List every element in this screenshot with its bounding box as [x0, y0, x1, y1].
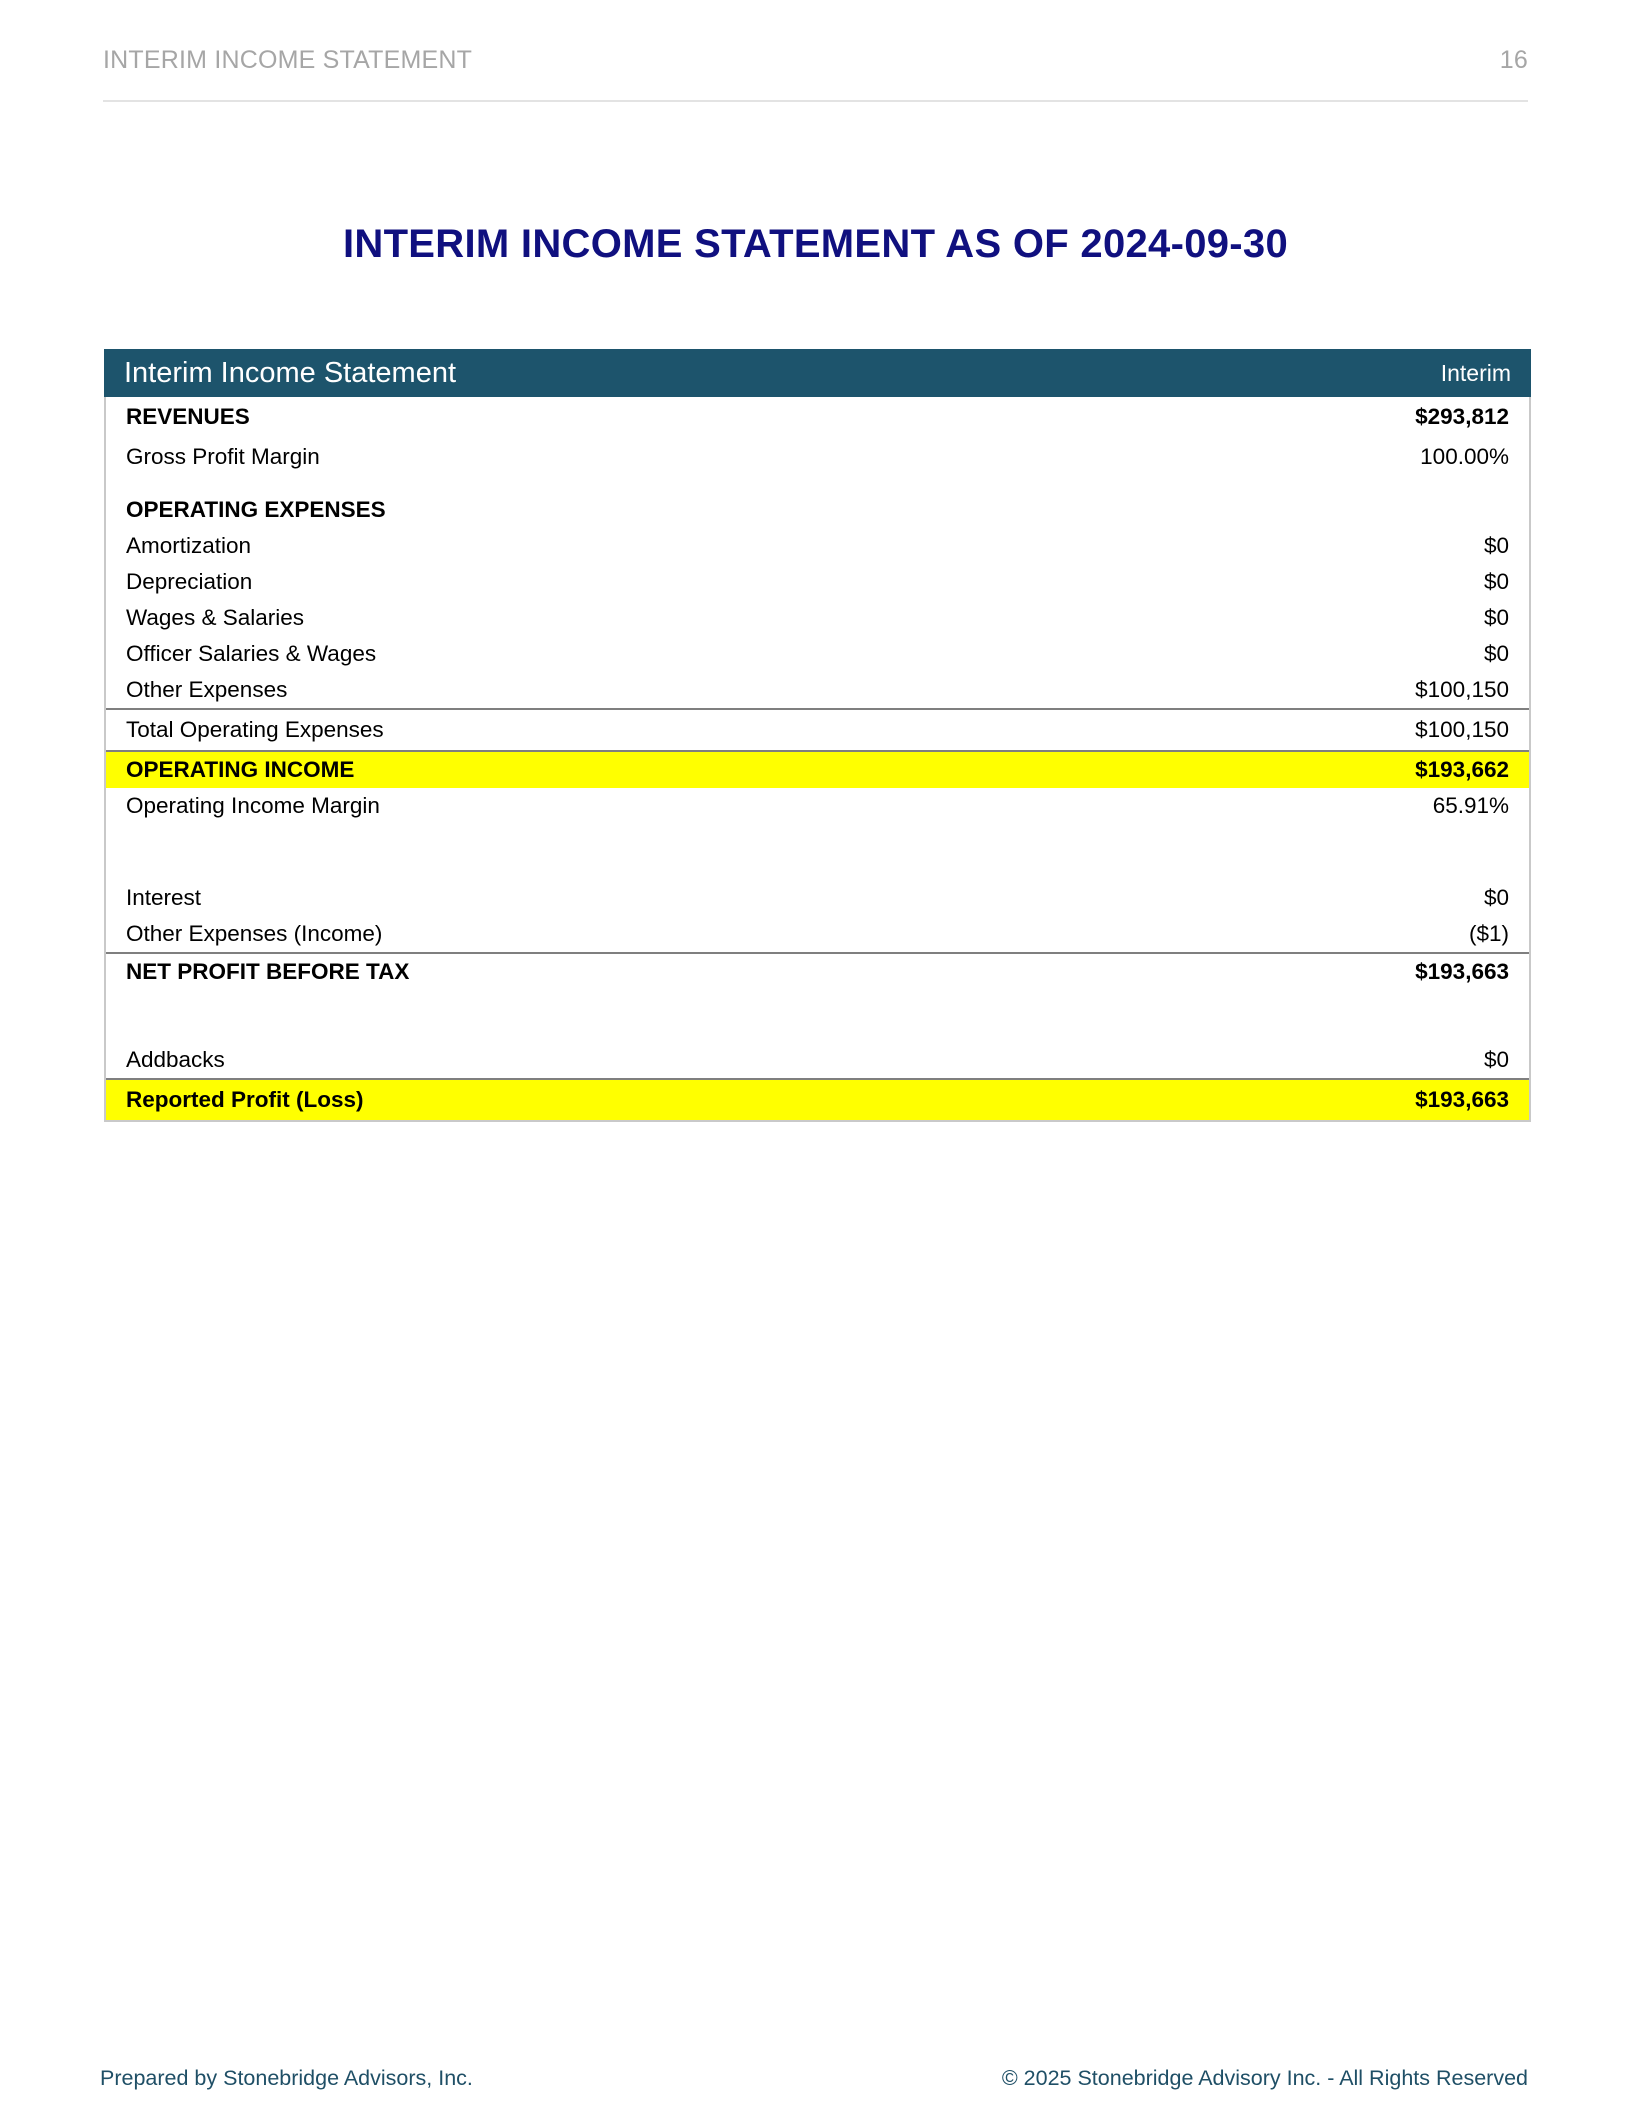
row-label: OPERATING INCOME — [126, 757, 355, 782]
row-label: Interest — [126, 885, 202, 910]
row-label: Other Expenses — [126, 677, 288, 702]
row-amortization — [106, 528, 1529, 564]
row-value: $100,150 — [1415, 677, 1509, 702]
row-operating-income — [106, 750, 1529, 788]
row-value: $0 — [1483, 569, 1509, 594]
row-value: $100,150 — [1415, 717, 1509, 742]
footer-copyright: © 2025 Stonebridge Advisory Inc. - All Rights Reserved — [1001, 2066, 1528, 2090]
page-title: INTERIM INCOME STATEMENT AS OF 2024-09-30 — [342, 222, 1289, 266]
row-net-profit-before-tax — [106, 952, 1529, 990]
income-statement-table — [104, 349, 1531, 1122]
row-value: $293,812 — [1415, 404, 1509, 429]
row-value: $0 — [1483, 641, 1509, 666]
row-label: Amortization — [126, 533, 252, 558]
row-operating-expenses-heading — [106, 492, 1529, 528]
row-label: Other Expenses (Income) — [126, 921, 383, 946]
row-depreciation — [106, 564, 1529, 600]
footer-prepared-by: Prepared by Stonebridge Advisors, Inc. — [100, 2066, 473, 2090]
row-other-expenses-income — [106, 916, 1529, 952]
running-header-title: INTERIM INCOME STATEMENT — [103, 46, 473, 74]
statement-header — [104, 349, 1531, 397]
statement-title: Interim Income Statement — [124, 356, 457, 389]
statement-column-label: Interim — [1440, 359, 1511, 386]
row-label: OPERATING EXPENSES — [126, 497, 386, 522]
row-value: $0 — [1483, 605, 1509, 630]
row-value: $193,663 — [1415, 1087, 1509, 1112]
page-number: 16 — [1499, 46, 1528, 74]
row-value: $193,662 — [1415, 757, 1509, 782]
row-reported-profit — [106, 1078, 1529, 1120]
row-label: Officer Salaries & Wages — [126, 641, 377, 666]
row-label: NET PROFIT BEFORE TAX — [126, 959, 410, 984]
row-label: Operating Income Margin — [126, 793, 380, 818]
row-value: $193,663 — [1415, 959, 1509, 984]
running-header — [103, 46, 1528, 102]
row-revenues — [106, 397, 1529, 437]
row-label: Wages & Salaries — [126, 605, 304, 630]
row-gross-profit-margin — [106, 437, 1529, 477]
row-other-expenses — [106, 672, 1529, 708]
row-label: Reported Profit (Loss) — [126, 1087, 364, 1112]
row-officer-salaries — [106, 636, 1529, 672]
row-label: Depreciation — [126, 569, 253, 594]
row-value: 100.00% — [1420, 444, 1509, 469]
row-label: REVENUES — [126, 404, 250, 429]
row-label: Addbacks — [126, 1047, 225, 1072]
row-wages-salaries — [106, 600, 1529, 636]
running-footer — [100, 2066, 1528, 2091]
row-value: ($1) — [1468, 921, 1509, 946]
row-operating-income-margin — [106, 788, 1529, 824]
row-label: Total Operating Expenses — [126, 717, 384, 742]
row-label: Gross Profit Margin — [126, 444, 320, 469]
row-value: $0 — [1483, 533, 1509, 558]
row-value: $0 — [1483, 885, 1509, 910]
row-interest — [106, 880, 1529, 916]
row-addbacks — [106, 1042, 1529, 1078]
row-value: 65.91% — [1432, 793, 1509, 818]
row-value: $0 — [1483, 1047, 1509, 1072]
row-total-operating-expenses — [106, 708, 1529, 750]
